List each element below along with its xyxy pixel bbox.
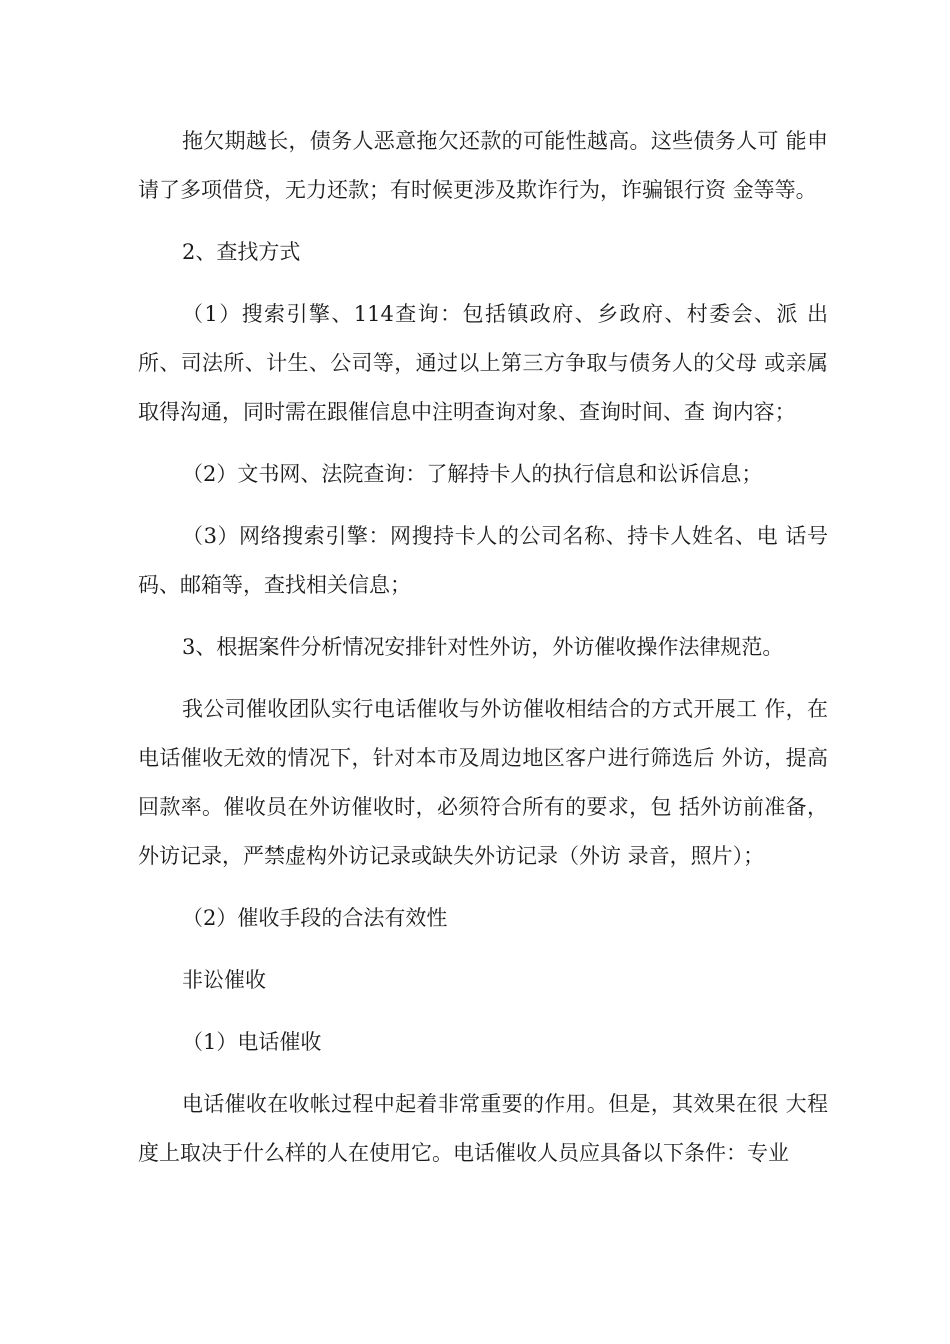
paragraph-collection-team: 我公司催收团队实行电话催收与外访催收相结合的方式开展工 作，在电话催收无效的情况下，针对本市及周边地区客户进行筛选后 外访，提高回款率。催收员在外访催收时，必须符合所有的要求，包 括外访前准备，外访记录，严禁虚构外访记录或缺失外访记录（外访 录音，照片）；	[138, 697, 828, 868]
paragraph-court-query: （2）文书网、法院查询：了解持卡人的执行信息和讼诉信息；	[182, 462, 763, 486]
subheading-legal-means: （2）催收手段的合法有效性	[182, 906, 448, 930]
paragraph-phone-collection: 电话催收在收帐过程中起着非常重要的作用。但是，其效果在很 大程度上取决于什么样的人在使用它。电话催收人员应具备以下条件：专业	[138, 1092, 828, 1165]
subheading-non-litigation: 非讼催收	[182, 968, 266, 992]
paragraph-search-engine-114: （1）搜索引擎、114查询：包括镇政府、乡政府、村委会、派 出所、司法所、计生、公司等，通过以上第三方争取与债务人的父母 或亲属取得沟通，同时需在跟催信息中注明查询对象、查询时间、查 询内容；	[138, 302, 828, 424]
paragraph-web-search: （3）网络搜索引擎：网搜持卡人的公司名称、持卡人姓名、电 话号码、邮箱等，查找相关信息；	[138, 524, 828, 597]
document-body	[138, 117, 828, 1191]
paragraph-overdue-risk: 拖欠期越长，债务人恶意拖欠还款的可能性越高。这些债务人可 能申请了多项借贷，无力还款；有时候更涉及欺诈行为，诈骗银行资 金等等。	[138, 129, 828, 202]
section-heading-search-methods: 2、查找方式	[182, 240, 301, 264]
section-heading-field-visit: 3、根据案件分析情况安排针对性外访，外访催收操作法律规范。	[182, 635, 784, 659]
subheading-phone-collection: （1）电话催收	[182, 1030, 322, 1054]
